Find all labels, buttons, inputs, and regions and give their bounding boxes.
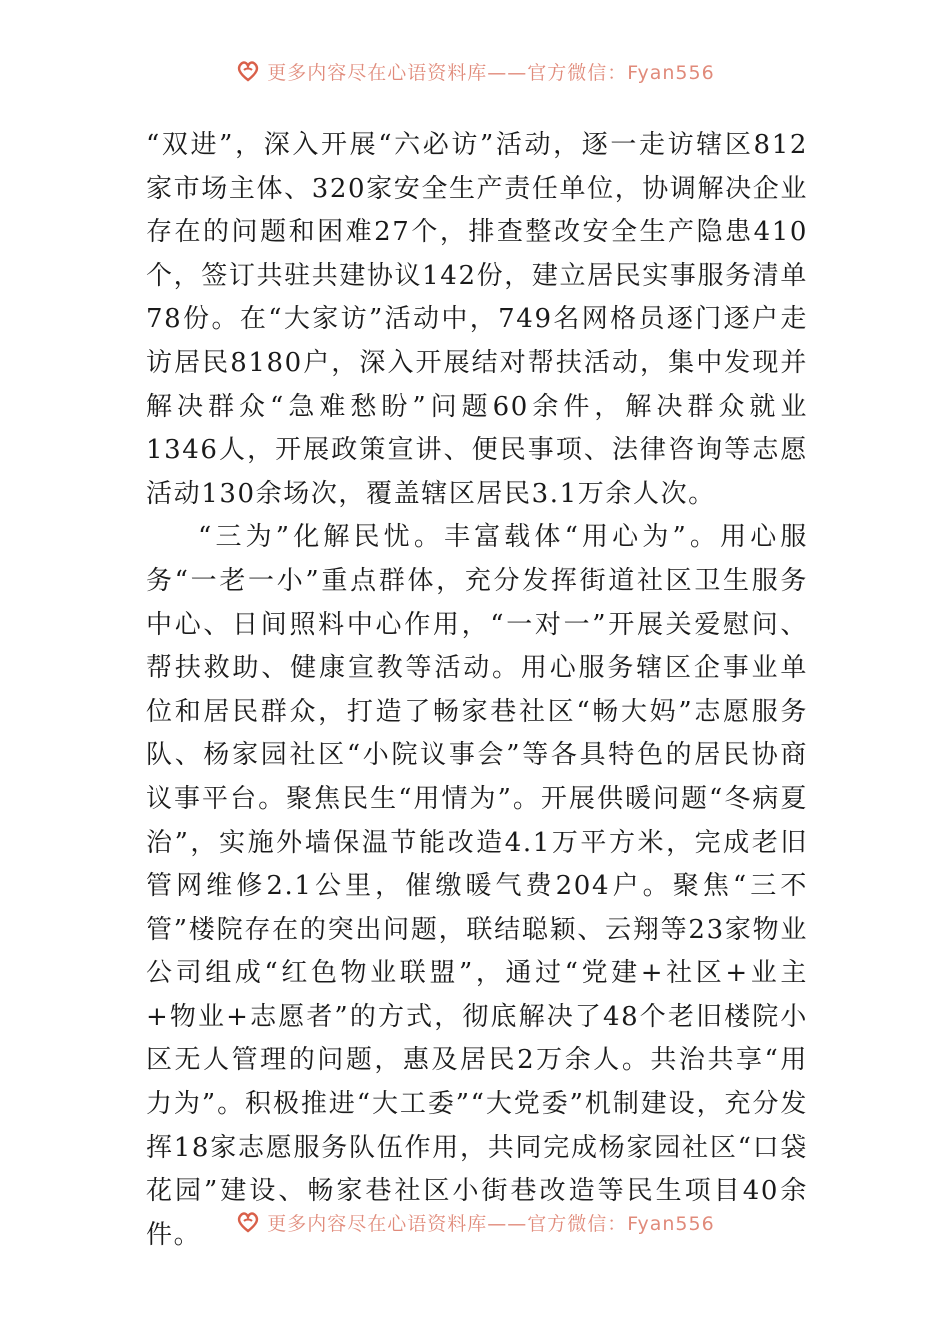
heart-logo-icon [235, 58, 261, 84]
paragraph-1: “双进”，深入开展“六必访”活动，逐一走访辖区812家市场主体、320家安全生产责任单位，协调解决企业存在的问题和困难27个，排查整改安全生产隐患410个，签订共驻共建协议142份，建立居民实事服务清单78份。在“大家访”活动中，749名网格员逐门逐户走访居民8180户，深入开展结对帮扶活动，集中发现并解决群众“急难愁盼”问题60余件，解决群众就业1346人，开展政策宣讲、便民事项、法律咨询等志愿活动130余场次，覆盖辖区居民3.1万余人次。 [146, 130, 808, 509]
footer-watermark [0, 1207, 950, 1237]
paragraph-2: “三为”化解民忧。丰富载体“用心为”。用心服务“一老一小”重点群体，充分发挥街道社区卫生服务中心、日间照料中心作用，“一对一”开展关爱慰问、帮扶救助、健康宣教等活动。用心服务辖区企事业单位和居民群众，打造了畅家巷社区“畅大妈”志愿服务队、杨家园社区“小院议事会”等各具特色的居民协商议事平台。聚焦民生“用情为”。开展供暖问题“冬病夏治”，实施外墙保温节能改造4.1万平方米，完成老旧管网维修2.1公里，催缴暖气费204户。聚焦“三不管”楼院存在的突出问题，联结聪颖、云翔等23家物业公司组成“红色物业联盟”，通过“党建+社区+业主+物业+志愿者”的方式，彻底解决了48个老旧楼院小区无人管理的问题，惠及居民2万余人。共治共享“用力为”。积极推进“大工委”“大党委”机制建设，充分发挥18家志愿服务队伍作用，共同完成杨家园社区“口袋花园”建设、畅家巷社区小街巷改造等民生项目40余件。 [146, 522, 809, 1250]
heart-logo-icon [235, 1209, 261, 1235]
document-body [146, 124, 808, 1257]
header-watermark [0, 56, 950, 86]
watermark-text: 更多内容尽在心语资料库——官方微信：Fyan556 [267, 1212, 715, 1235]
watermark-text: 更多内容尽在心语资料库——官方微信：Fyan556 [267, 61, 715, 84]
